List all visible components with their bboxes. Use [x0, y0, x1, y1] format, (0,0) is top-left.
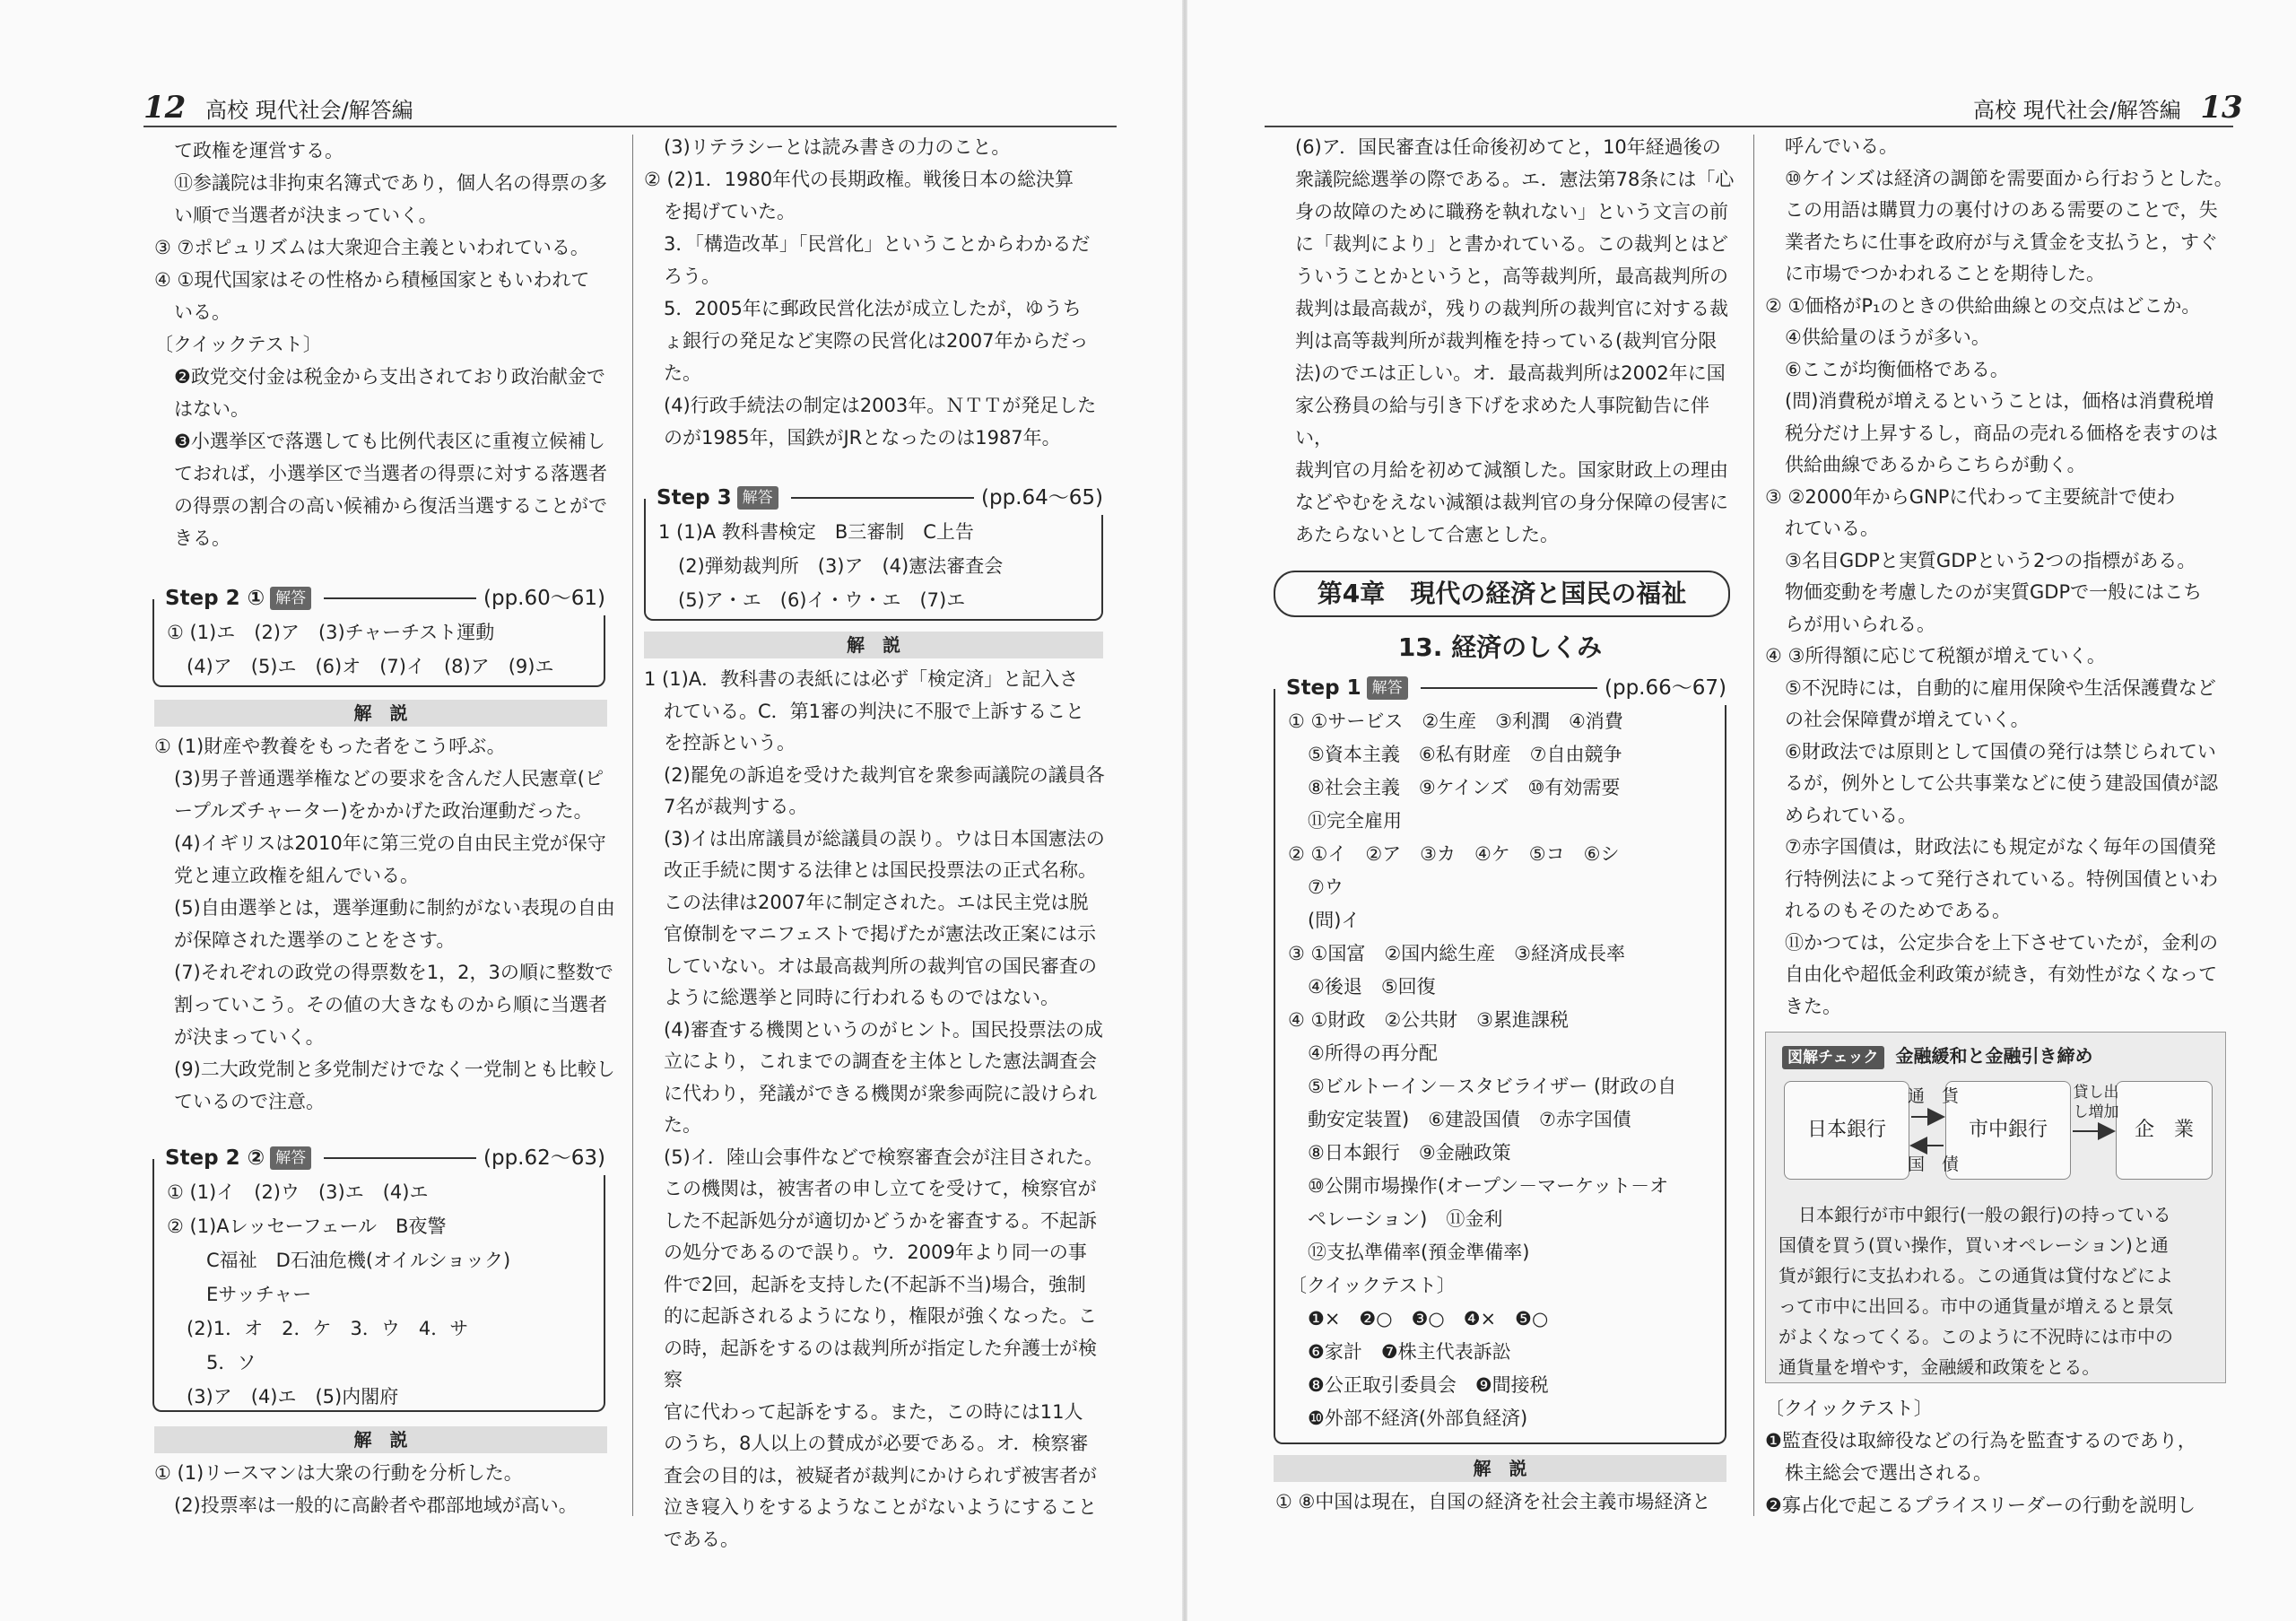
- text-line: ⑩ケインズは経済の調節を需要面から行おうとした。: [1785, 167, 2233, 189]
- text-line: (2)罷免の訴追を受けた裁判官を衆参両議院の議員各: [664, 763, 1105, 786]
- text-line: ておれば，小選挙区で当選者の得票に対する落選者: [174, 463, 607, 484]
- left-col1-top: [154, 135, 621, 554]
- left-header-title: 高校 現代社会/解答編: [204, 98, 413, 123]
- text-line: ⑥財政法では原則として国債の発行は禁じられてい: [1785, 740, 2216, 763]
- text-line: の処分であるので誤り。ウ．2009年より同一の事: [664, 1242, 1087, 1263]
- text-line: 3．「構造改革」「民営化」ということからわかるだ: [664, 233, 1091, 255]
- answer-line: ⑧社会主義 ⑨ケインズ ⑩有効需要: [1308, 777, 1621, 798]
- text-line: 業者たちに仕事を政府が与え賃金を支払うと，すぐ: [1785, 231, 2218, 253]
- answer-line: ④所得の再分配: [1308, 1042, 1438, 1064]
- text-line: ❶監査役は取締役などの行為を監査するのであり，: [1765, 1430, 2196, 1451]
- step2-2-answer-box: [152, 1146, 605, 1412]
- boj-box: 日本銀行: [1784, 1081, 1909, 1180]
- text-line: 党と連立政権を組んでいる。: [174, 865, 419, 886]
- text-line: 行特例法によって発行されている。特例国債といわ: [1785, 867, 2218, 890]
- text-line: あたらないとして合憲とした。: [1295, 524, 1559, 545]
- text-line: 件で2回，起訴を支持した(不起訴不当)場合，強制: [664, 1273, 1086, 1295]
- text-line: 査会の目的は，被疑者が裁判にかけられず被害者が: [664, 1464, 1097, 1486]
- text-line: て政権を運営する。: [174, 140, 344, 161]
- answer-tag: 解答: [270, 1146, 311, 1170]
- answer-line: ⑧日本銀行 ⑨金融政策: [1308, 1142, 1511, 1163]
- answer-line: ❻家計 ❼株主代表訴訟: [1308, 1341, 1511, 1363]
- left-header-rule: [144, 126, 1117, 127]
- firm-box: 企 業: [2116, 1081, 2213, 1180]
- answer-line: ⑪完全雇用: [1308, 810, 1402, 832]
- step1-header: [1281, 671, 1726, 705]
- left-column-divider: [632, 135, 633, 1516]
- text-line: ❷政党交付金は税金から支出されており政治献金で: [174, 366, 605, 388]
- answer-line: (2)1．オ 2．ケ 3．ウ 4．サ: [187, 1318, 469, 1339]
- text-line: (3)イは出席議員が総議員の誤り。ウは日本国憲法の: [664, 827, 1105, 850]
- step2-2-header: [160, 1141, 605, 1175]
- text-line: などやむをえない減額は裁判官の身分保障の侵害に: [1295, 492, 1728, 513]
- answer-tag: 解答: [1367, 676, 1408, 700]
- answer-line: ④ ①財政 ②公共財 ③累進課税: [1288, 1009, 1569, 1031]
- answer-line: 動安定装置) ⑥建設国債 ⑦赤字国債: [1308, 1109, 1631, 1130]
- text-line: れるのもそのためである。: [1785, 900, 2011, 921]
- text-line: ② (2)1．1980年代の長期政権。戦後日本の総決算: [644, 169, 1074, 190]
- answer-line: C福祉 D石油危機(オイルショック): [206, 1250, 511, 1271]
- step2-1-title: Step 2 ①: [165, 587, 265, 610]
- text-line: (6)ア．国民審査は任命後初めてと，10年経過後の: [1295, 136, 1721, 158]
- step2-1-answer-box: [152, 587, 605, 687]
- text-line: が保障された選挙のことをさす。: [174, 929, 456, 951]
- text-line: ょ銀行の発足など実際の民営化は2007年からだっ: [664, 330, 1089, 352]
- text-line: していない。オは最高裁判所の裁判官の国民審査の: [664, 954, 1097, 977]
- text-line: (3)リテラシーとは読み書きの力のこと。: [664, 136, 1011, 158]
- text-line: ❸小選挙区で落選しても比例代表区に重複立候補し: [174, 431, 605, 452]
- left-col2-top: [644, 131, 1110, 454]
- text-line: ④供給量のほうが多い。: [1785, 327, 1990, 348]
- text-line: ろう。: [664, 266, 720, 287]
- answer-line: ❽公正取引委員会 ❾間接税: [1308, 1374, 1549, 1396]
- text-line: ❷寡占化で起こるプライスリーダーの行動を説明し: [1765, 1495, 2196, 1516]
- text-line: って市中に出回る。市中の通貨量が増えると景気: [1779, 1295, 2173, 1317]
- text-line: (5)イ．陸山会事件などで検察審査会が注目された。: [664, 1146, 1103, 1168]
- text-line: ういうことかというと，高等裁判所，最高裁判所の: [1295, 266, 1728, 287]
- answer-line: (3)ア (4)エ (5)内閣府: [187, 1386, 399, 1407]
- answer-line: ❿外部不経済(外部負経済): [1308, 1407, 1528, 1429]
- text-line: のが1985年，国鉄がJRとなったのは1987年。: [664, 427, 1061, 449]
- left-page-header: [144, 90, 413, 126]
- text-line: ③ ⑦ポピュリズムは大衆迎合主義といわれている。: [154, 237, 589, 258]
- answer-line: ① (1)エ (2)ア (3)チャーチスト運動: [167, 622, 495, 643]
- text-line: ② ①価格がP₁のときの供給曲線との交点はどこか。: [1765, 294, 2201, 317]
- quick-test-label: 〔クイックテスト〕: [154, 334, 322, 355]
- header-rule: [324, 597, 476, 599]
- finance-diagram-panel: [1765, 1032, 2226, 1383]
- answer-line: (4)ア (5)エ (6)オ (7)イ (8)ア (9)エ: [187, 656, 554, 677]
- answer-line: ペレーション) ⑪金利: [1308, 1208, 1503, 1230]
- text-line: 株主総会で選出される。: [1785, 1462, 1992, 1484]
- answer-line: ⑦ウ: [1308, 876, 1344, 898]
- text-line: (9)二大政党制と多党制だけでなく一党制とも比較し: [174, 1059, 615, 1080]
- text-line: がよくなってくる。このように不況時には市中の: [1779, 1326, 2173, 1347]
- text-line: た。: [664, 1114, 701, 1136]
- kaisetsu-bar: 解 説: [644, 632, 1103, 658]
- left-col2-body: [644, 664, 1110, 1556]
- answer-tag: 解答: [737, 486, 778, 510]
- text-line: ⑪参議院は非拘束名簿式であり，個人名の得票の多: [174, 172, 607, 194]
- text-line: 泣き寝入りをするようなことがないようにすること: [664, 1496, 1097, 1518]
- text-line: ④ ①現代国家はその性格から積極国家ともいわれて: [154, 269, 590, 291]
- text-line: 1 (1)A．教科書の表紙には必ず「検定済」と記入さ: [644, 668, 1079, 690]
- text-line: の時，起訴をするのは裁判所が指定した弁護士が検察: [664, 1337, 1097, 1390]
- text-line: 通貨量を増やす，金融緩和政策をとる。: [1779, 1356, 2100, 1378]
- step3-header: [651, 481, 1103, 515]
- answer-tag: 解答: [270, 587, 311, 610]
- answer-line: ❶× ❷○ ❸○ ❹× ❺○: [1308, 1308, 1549, 1329]
- text-line: ① (1)リースマンは大衆の行動を分析した。: [154, 1462, 523, 1484]
- text-line: 5．2005年に郵政民営化法が成立したが，ゆうち: [664, 298, 1082, 319]
- text-line: ているので注意。: [174, 1091, 325, 1112]
- kaisetsu-bar: 解 説: [1274, 1455, 1726, 1482]
- quick-test-label: 〔クイックテスト〕: [1765, 1398, 1933, 1419]
- arrow-label-bonds: 国 債: [1908, 1155, 1960, 1174]
- right-column-divider: [1753, 135, 1754, 1516]
- text-line: に市場でつかわれることを期待した。: [1785, 263, 2105, 284]
- text-line: に「裁判により」と書かれている。この裁判とはど: [1295, 233, 1728, 255]
- text-line: この法律は2007年に制定された。エは民主党は脱: [664, 891, 1089, 913]
- left-col1-bottom: [154, 1457, 621, 1521]
- step1-title: Step 1: [1286, 676, 1361, 700]
- right-header-title: 高校 現代社会/解答編: [1973, 98, 2181, 123]
- kaisetsu-bar: 解 説: [154, 700, 607, 727]
- left-col1-mid: [154, 730, 621, 1118]
- text-line: 身の故障のために職務を執れない」という文言の前: [1295, 201, 1728, 222]
- text-line: 裁判は最高裁が，残りの裁判所の裁判官に対する裁: [1295, 298, 1728, 319]
- text-line: (2)投票率は一般的に高齢者や郡部地域が高い。: [174, 1495, 578, 1516]
- right-col4-top: [1765, 131, 2240, 1023]
- text-line: 法)のでエは正しい。オ．最高裁判所は2002年に国: [1295, 362, 1726, 384]
- text-line: ① ⑧中国は現在，自国の経済を社会主義市場経済と: [1275, 1491, 1711, 1512]
- text-line: きた。: [1785, 995, 1841, 1017]
- text-line: の社会保障費が増えていく。: [1785, 709, 2030, 730]
- text-line: れている。: [1785, 518, 1879, 539]
- text-line: この用語は購買力の裏付けのある需要のことで，失: [1785, 199, 2218, 221]
- text-line: に代わり，発議ができる機関が衆参両院に設けられ: [664, 1082, 1097, 1104]
- step1-pages: (pp.66～67): [1605, 676, 1726, 700]
- text-line: 改正手続に関する法律とは国民投票法の正式名称。: [664, 859, 1097, 881]
- text-line: ① (1)財産や教養をもった者をこう呼ぶ。: [154, 736, 506, 757]
- text-line: ④ ③所得額に応じて税額が増えていく。: [1765, 645, 2106, 667]
- answer-line: ② ①イ ②ア ③カ ④ケ ⑤コ ⑥シ: [1288, 843, 1620, 865]
- text-line: である。: [664, 1528, 739, 1550]
- text-line: のうち，8人以上の賛成が必要である。オ．検察審: [664, 1433, 1089, 1454]
- text-line: (7)それぞれの政党の得票数を1，2，3の順に整数で: [174, 962, 613, 983]
- text-line: 税分だけ上昇するし，商品の売れる価格を表すのは: [1785, 422, 2218, 444]
- right-page-header: [1973, 90, 2243, 126]
- answer-line: ⑫支払準備率(預金準備率): [1308, 1242, 1530, 1263]
- text-line: の得票の割合の高い候補から復活当選することがで: [174, 495, 607, 517]
- text-line: を控訴という。: [664, 732, 796, 754]
- right-col4-bottom: [1765, 1392, 2240, 1521]
- step2-1-pages: (pp.60～61): [483, 587, 605, 610]
- text-line: した不起訴処分が適切かどうかを審査する。不起訴: [664, 1209, 1097, 1232]
- answer-line: Eサッチャー: [206, 1284, 312, 1305]
- right-col3-top: [1275, 131, 1746, 551]
- arrow-label-currency: 通 貨: [1908, 1086, 1960, 1106]
- text-line: 裁判官の月給を初めて減額した。国家財政上の理由: [1295, 459, 1728, 481]
- text-line: 衆議院総選挙の際である。エ．憲法第78条には「心: [1295, 169, 1735, 190]
- quick-test-label: 〔クイックテスト〕: [1288, 1275, 1456, 1296]
- kaisetsu-bar: 解 説: [154, 1426, 607, 1453]
- answer-line: ③ ①国富 ②国内総生産 ③経済成長率: [1288, 943, 1625, 964]
- answer-line: ④後退 ⑤回復: [1308, 976, 1436, 998]
- text-line: 立により，これまでの調査を主体とした憲法調査会: [664, 1050, 1097, 1072]
- text-line: 供給曲線であるからこちらが動く。: [1785, 454, 2086, 475]
- text-line: ⑪かつては，公定歩合を上下させていたが，金利の: [1785, 931, 2218, 954]
- answer-line: ① ①サービス ②生産 ③利潤 ④消費: [1288, 710, 1623, 732]
- answer-line: 5．ソ: [206, 1352, 257, 1373]
- step2-2-pages: (pp.62～63): [483, 1146, 605, 1170]
- text-line: (3)男子普通選挙権などの要求を含んだ人民憲章(ピ: [174, 768, 604, 789]
- text-line: 物価変動を考慮したのが実質GDPで一般にはこち: [1785, 581, 2203, 603]
- answer-line: (2)弾劾裁判所 (3)ア (4)憲法審査会: [678, 555, 1004, 577]
- arrow-label-loan: 貸し出し増加: [2073, 1084, 2119, 1121]
- text-line: 自由化や超低金利政策が続き，有効性がなくなって: [1785, 963, 2218, 985]
- text-line: この機関は，被害者の申し立てを受けて，検察官が: [664, 1178, 1097, 1199]
- text-line: いる。: [174, 301, 230, 323]
- text-line: ⑦赤字国債は，財政法にも規定がなく毎年の国債発: [1785, 836, 2216, 858]
- text-line: (4)行政手続法の制定は2003年。ＮＴＴが発足した: [664, 395, 1097, 416]
- text-line: はない。: [174, 398, 249, 420]
- text-line: ③ ②2000年からGNPに代わって主要統計で使わ: [1765, 485, 2176, 508]
- text-line: ③名目GDPと実質GDPという2つの指標がある。: [1785, 549, 2196, 571]
- header-rule: [324, 1157, 476, 1159]
- text-line: ように総選挙と同時に行われるものではない。: [664, 987, 1059, 1008]
- text-line: るが，例外として公共事業などに使う建設国債が認: [1785, 772, 2218, 794]
- text-line: 7名が裁判する。: [664, 796, 808, 817]
- text-line: (4)審査する機関というのがヒント。国民投票法の成: [664, 1018, 1103, 1041]
- answer-line: 1 (1)A 教科書検定 B三審制 C上告: [658, 521, 974, 543]
- header-rule: [1421, 687, 1597, 689]
- text-line: きる。: [174, 527, 230, 549]
- diagram-badge: 図解チェック: [1782, 1046, 1884, 1069]
- text-line: 官に代わって起訴をする。また，この時には11人: [664, 1400, 1083, 1423]
- right-page-number: 13: [2200, 90, 2243, 126]
- text-line: い順で当選者が決まっていく。: [174, 205, 438, 226]
- text-line: らが用いられる。: [1785, 613, 1935, 635]
- section-title: 13. 経済のしくみ: [1397, 632, 1603, 662]
- right-col3-bottom: [1275, 1486, 1746, 1518]
- step3-pages: (pp.64～65): [981, 486, 1103, 510]
- step3-title: Step 3: [657, 486, 732, 510]
- right-header-rule: [1265, 126, 2233, 127]
- text-line: 呼んでいる。: [1785, 135, 1898, 157]
- answer-line: ⑩公開市場操作(オープン－マーケット－オ: [1308, 1175, 1669, 1197]
- step2-2-title: Step 2 ②: [165, 1146, 265, 1170]
- answer-line: ⑤ビルトーイン－スタビライザー (財政の自: [1308, 1076, 1677, 1097]
- answer-line: ② (1)Aレッセーフェール B夜警: [167, 1216, 447, 1237]
- text-line: 貨が銀行に支払われる。この通貨は貸付などによ: [1779, 1265, 2173, 1286]
- text-line: 判は高等裁判所が裁判権を持っている(裁判官分限: [1295, 330, 1718, 352]
- text-line: ⑤不況時には，自動的に雇用保険や生活保護費など: [1785, 676, 2216, 699]
- commercial-bank-box: 市中銀行: [1945, 1081, 2071, 1180]
- text-line: (5)自由選挙とは，選挙運動に制約がない表現の自由: [174, 897, 615, 919]
- header-rule: [791, 497, 974, 499]
- text-line: (問)消費税が増えるということは，価格は消費税増: [1785, 390, 2214, 412]
- answer-line: ⑤資本主義 ⑥私有財産 ⑦自由競争: [1308, 744, 1622, 765]
- diagram-text: [1779, 1199, 2173, 1382]
- text-line: められている。: [1785, 804, 1917, 826]
- text-line: 国債を買う(買い操作，買いオペレーション)と通: [1779, 1234, 2169, 1256]
- text-line: 日本銀行が市中銀行(一般の銀行)の持っている: [1798, 1204, 2171, 1225]
- text-line: (4)イギリスは2010年に第三党の自由民主党が保守: [174, 832, 606, 854]
- diagram-title: 金融緩和と金融引き締め: [1895, 1045, 2093, 1067]
- book-gutter: [1182, 0, 1187, 1621]
- answer-line: (5)ア・エ (6)イ・ウ・エ (7)エ: [678, 589, 966, 611]
- step3-answer-box: [644, 486, 1103, 621]
- text-line: 的に起訴されるようになり，権限が強くなった。こ: [664, 1305, 1097, 1327]
- chapter-title: 第4章 現代の経済と国民の福祉: [1274, 571, 1730, 617]
- diagram-arrows: [1766, 1033, 2227, 1212]
- step2-1-header: [160, 581, 605, 615]
- text-line: が決まっていく。: [174, 1026, 325, 1048]
- text-line: ープルズチャーター)をかかげた政治運動だった。: [174, 800, 593, 822]
- answer-line: (問)イ: [1308, 910, 1361, 931]
- step1-answer-box: [1274, 676, 1726, 1444]
- left-page-number: 12: [144, 90, 187, 126]
- text-line: れている。C．第1審の判決に不服で上訴すること: [664, 700, 1085, 722]
- text-line: 割っていこう。その値の大きなものから順に当選者: [174, 994, 607, 1015]
- text-line: 官僚制をマニフェストで掲げたが憲法改正案には示: [664, 923, 1096, 945]
- text-line: ⑥ここが均衡価格である。: [1785, 358, 2009, 380]
- text-line: た。: [664, 362, 701, 384]
- text-line: 家公務員の給与引き下げを求めた人事院勧告に伴い，: [1295, 395, 1709, 449]
- answer-line: ① (1)イ (2)ウ (3)エ (4)エ: [167, 1181, 429, 1203]
- text-line: を掲げていた。: [664, 201, 796, 222]
